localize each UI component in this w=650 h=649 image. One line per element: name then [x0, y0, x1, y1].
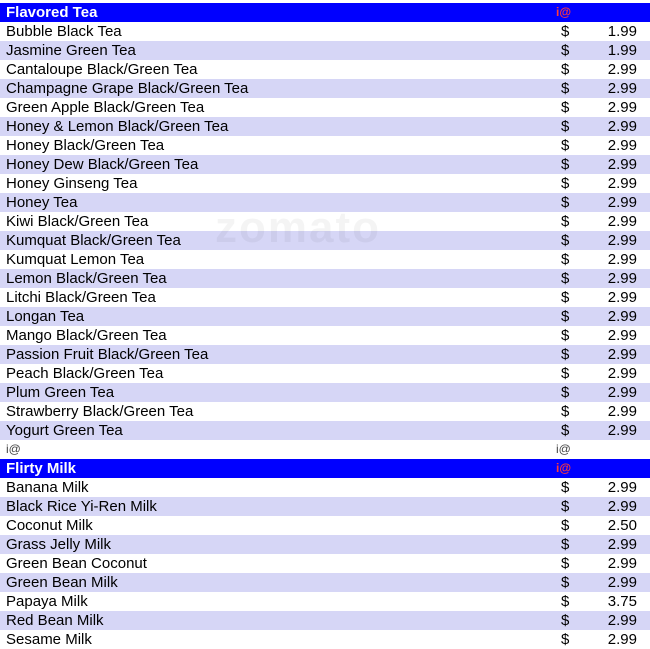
- menu-item-row: [0, 345, 650, 364]
- section-title: Flirty Milk: [6, 460, 77, 477]
- menu-item-row: [0, 155, 650, 174]
- item-name: Bubble Black Tea: [6, 23, 122, 40]
- item-price: 2.99: [607, 308, 637, 325]
- currency-symbol: $: [561, 612, 570, 629]
- menu-item-row: [0, 573, 650, 592]
- item-price: 2.99: [607, 213, 637, 230]
- menu-item-row: [0, 269, 650, 288]
- currency-symbol: $: [561, 422, 570, 439]
- currency-symbol: $: [561, 593, 570, 610]
- currency-symbol: $: [561, 213, 570, 230]
- item-name: Kumquat Black/Green Tea: [6, 232, 181, 249]
- item-price: 2.99: [607, 99, 637, 116]
- item-name: Honey & Lemon Black/Green Tea: [6, 118, 229, 135]
- menu-item-row: [0, 516, 650, 535]
- currency-symbol: $: [561, 631, 570, 648]
- item-name: Green Bean Milk: [6, 574, 118, 591]
- item-name: Champagne Grape Black/Green Tea: [6, 80, 249, 97]
- item-name: Plum Green Tea: [6, 384, 115, 401]
- item-name: Jasmine Green Tea: [6, 42, 136, 59]
- item-name: Litchi Black/Green Tea: [6, 289, 156, 306]
- menu-item-row: [0, 174, 650, 193]
- currency-symbol: $: [561, 175, 570, 192]
- menu-item-row: [0, 611, 650, 630]
- item-name: Cantaloupe Black/Green Tea: [6, 61, 198, 78]
- item-name: Mango Black/Green Tea: [6, 327, 167, 344]
- item-name: Kumquat Lemon Tea: [6, 251, 145, 268]
- menu-item-row: [0, 117, 650, 136]
- item-price: 2.99: [607, 80, 637, 97]
- item-price: 2.99: [607, 536, 637, 553]
- item-name: Papaya Milk: [6, 593, 88, 610]
- menu-item-row: [0, 535, 650, 554]
- item-price: 2.99: [607, 612, 637, 629]
- menu-item-row: [0, 592, 650, 611]
- menu-sheet: [0, 3, 650, 649]
- section-header: [0, 3, 650, 22]
- item-name: Honey Tea: [6, 194, 78, 211]
- currency-symbol: $: [561, 555, 570, 572]
- item-price: 2.99: [607, 346, 637, 363]
- menu-item-row: [0, 497, 650, 516]
- menu-item-row: [0, 60, 650, 79]
- menu-item-row: [0, 554, 650, 573]
- item-price: 2.99: [607, 327, 637, 344]
- item-price: 2.99: [607, 574, 637, 591]
- currency-symbol: $: [561, 156, 570, 173]
- currency-symbol: $: [561, 365, 570, 382]
- currency-symbol: $: [561, 289, 570, 306]
- item-price: 2.99: [607, 498, 637, 515]
- menu-item-row: [0, 630, 650, 649]
- currency-symbol: $: [561, 346, 570, 363]
- menu-item-row: [0, 288, 650, 307]
- spacer-row: [0, 440, 650, 459]
- currency-symbol: $: [561, 498, 570, 515]
- menu-item-row: [0, 22, 650, 41]
- currency-symbol: $: [561, 42, 570, 59]
- item-name: Red Bean Milk: [6, 612, 104, 629]
- section-title: Flavored Tea: [6, 4, 98, 21]
- currency-symbol: $: [561, 99, 570, 116]
- item-price: 2.99: [607, 403, 637, 420]
- item-name: Honey Black/Green Tea: [6, 137, 165, 154]
- item-price: 2.99: [607, 270, 637, 287]
- item-price: 2.99: [607, 384, 637, 401]
- item-price: 2.99: [607, 194, 637, 211]
- item-name: Lemon Black/Green Tea: [6, 270, 167, 287]
- menu-item-row: [0, 421, 650, 440]
- menu-item-row: [0, 307, 650, 326]
- menu-item-row: [0, 98, 650, 117]
- spacer-marker-right: i@: [556, 442, 571, 456]
- currency-symbol: $: [561, 479, 570, 496]
- item-name: Coconut Milk: [6, 517, 93, 534]
- menu-item-row: [0, 364, 650, 383]
- currency-symbol: $: [561, 23, 570, 40]
- currency-symbol: $: [561, 61, 570, 78]
- item-name: Sesame Milk: [6, 631, 92, 648]
- item-price: 2.99: [607, 156, 637, 173]
- item-price: 2.99: [607, 289, 637, 306]
- item-price: 2.99: [607, 118, 637, 135]
- item-price: 3.75: [607, 593, 637, 610]
- item-name: Yogurt Green Tea: [6, 422, 123, 439]
- currency-symbol: $: [561, 251, 570, 268]
- item-name: Green Apple Black/Green Tea: [6, 99, 205, 116]
- menu-item-row: [0, 231, 650, 250]
- currency-symbol: $: [561, 327, 570, 344]
- menu-item-row: [0, 212, 650, 231]
- currency-symbol: $: [561, 270, 570, 287]
- item-name: Green Bean Coconut: [6, 555, 147, 572]
- section-header: [0, 459, 650, 478]
- item-price: 2.99: [607, 631, 637, 648]
- currency-symbol: $: [561, 536, 570, 553]
- item-price: 2.99: [607, 365, 637, 382]
- item-price: 2.99: [607, 137, 637, 154]
- item-price: 1.99: [607, 42, 637, 59]
- menu-item-row: [0, 383, 650, 402]
- item-name: Honey Dew Black/Green Tea: [6, 156, 199, 173]
- currency-symbol: $: [561, 574, 570, 591]
- item-name: Black Rice Yi-Ren Milk: [6, 498, 157, 515]
- item-price: 2.99: [607, 175, 637, 192]
- currency-symbol: $: [561, 118, 570, 135]
- header-marker: i@: [556, 461, 572, 475]
- currency-symbol: $: [561, 517, 570, 534]
- menu-item-row: [0, 478, 650, 497]
- currency-symbol: $: [561, 137, 570, 154]
- item-name: Honey Ginseng Tea: [6, 175, 138, 192]
- item-price: 2.99: [607, 479, 637, 496]
- currency-symbol: $: [561, 384, 570, 401]
- currency-symbol: $: [561, 80, 570, 97]
- item-price: 2.99: [607, 232, 637, 249]
- item-price: 2.99: [607, 422, 637, 439]
- item-price: 2.99: [607, 61, 637, 78]
- menu-item-row: [0, 136, 650, 155]
- menu-item-row: [0, 41, 650, 60]
- item-name: Banana Milk: [6, 479, 89, 496]
- currency-symbol: $: [561, 232, 570, 249]
- menu-item-row: [0, 79, 650, 98]
- currency-symbol: $: [561, 308, 570, 325]
- item-name: Strawberry Black/Green Tea: [6, 403, 194, 420]
- item-price: 2.99: [607, 555, 637, 572]
- spacer-marker-left: i@: [6, 442, 21, 456]
- header-marker: i@: [556, 5, 572, 19]
- item-price: 2.50: [607, 517, 637, 534]
- item-name: Grass Jelly Milk: [6, 536, 112, 553]
- item-name: Passion Fruit Black/Green Tea: [6, 346, 209, 363]
- item-price: 2.99: [607, 251, 637, 268]
- item-price: 1.99: [607, 23, 637, 40]
- menu-item-row: [0, 193, 650, 212]
- item-name: Longan Tea: [6, 308, 85, 325]
- currency-symbol: $: [561, 403, 570, 420]
- currency-symbol: $: [561, 194, 570, 211]
- item-name: Peach Black/Green Tea: [6, 365, 164, 382]
- menu-item-row: [0, 326, 650, 345]
- item-name: Kiwi Black/Green Tea: [6, 213, 149, 230]
- menu-item-row: [0, 402, 650, 421]
- menu-item-row: [0, 250, 650, 269]
